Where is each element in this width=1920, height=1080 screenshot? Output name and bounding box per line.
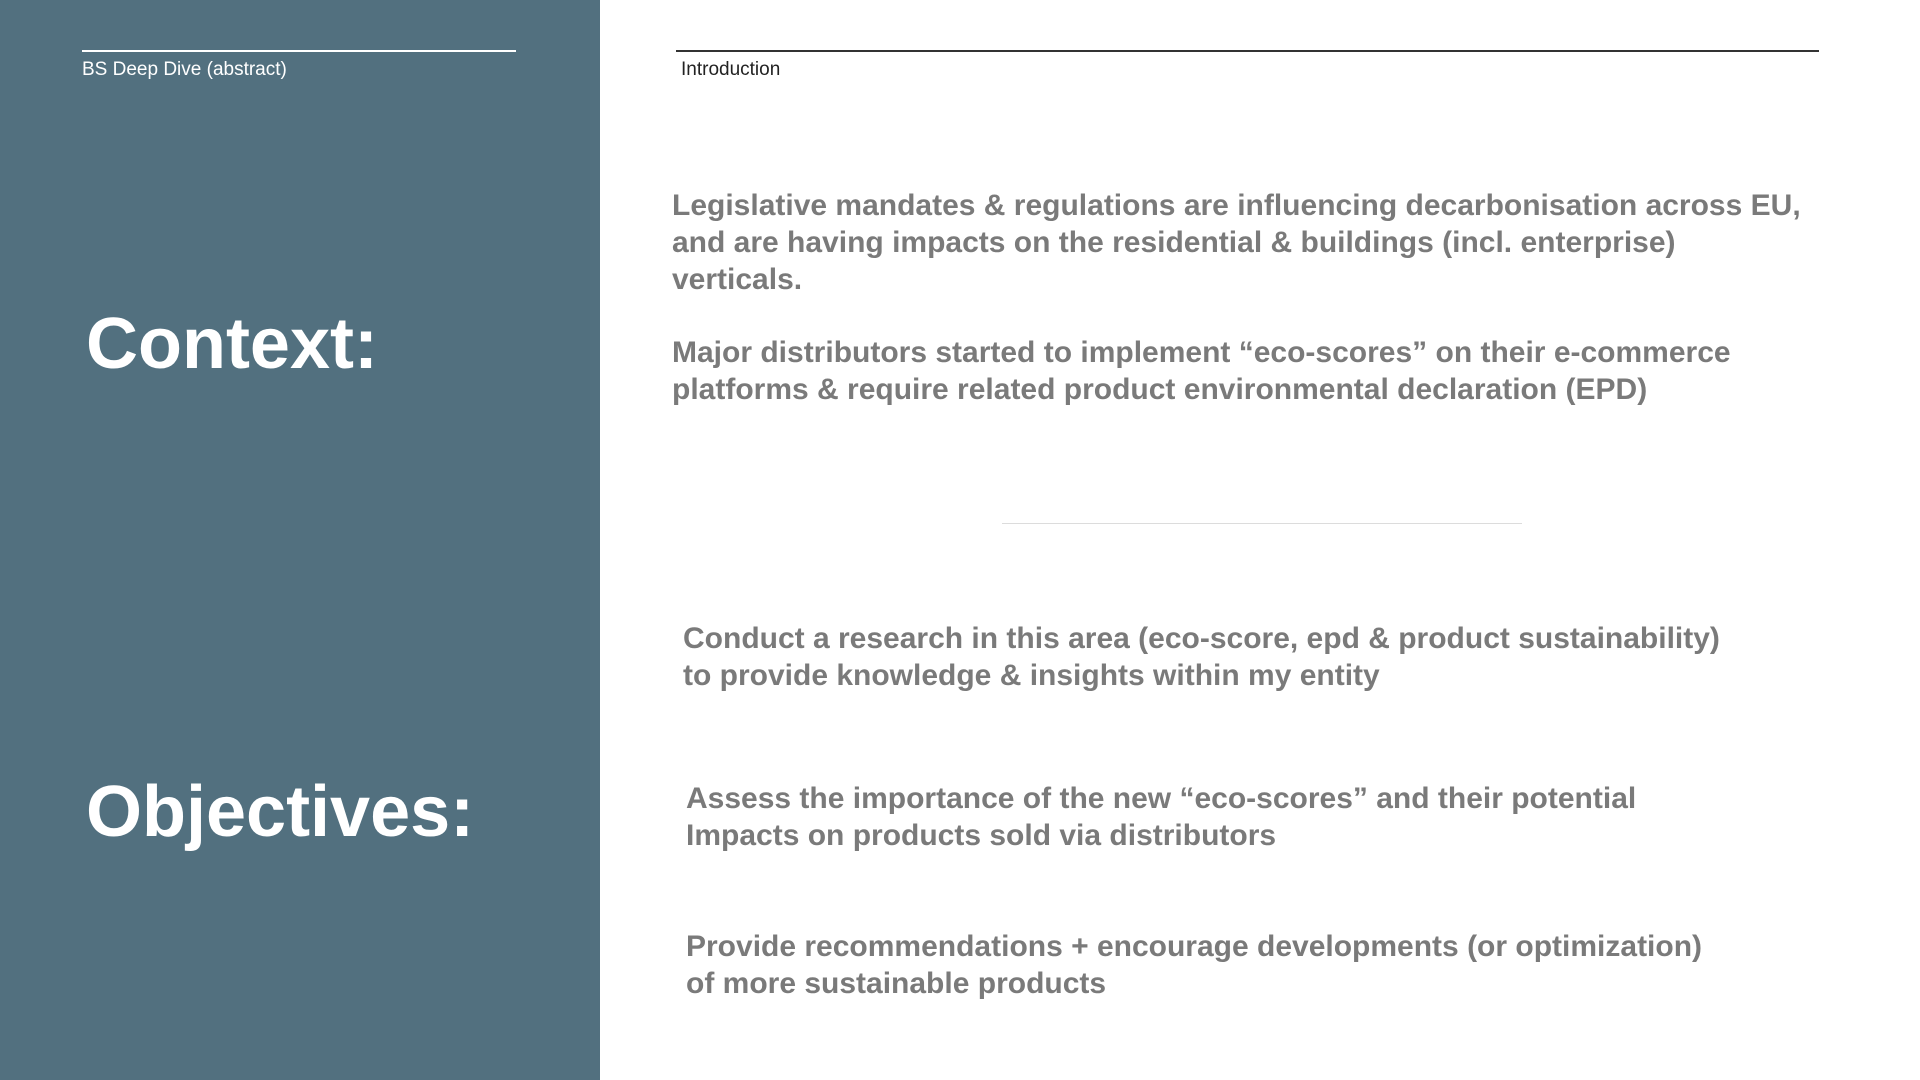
objectives-heading: Objectives: <box>86 772 475 852</box>
paragraph-line: Impacts on products sold via distributors <box>686 819 1277 852</box>
left-panel <box>0 0 600 1080</box>
context-paragraph-legislation <box>672 187 1801 298</box>
context-heading: Context: <box>86 304 378 384</box>
section-rule <box>676 50 1819 52</box>
paragraph-line: platforms & require related product environmental declaration (EPD) <box>672 373 1648 406</box>
section-title: Introduction <box>681 59 781 80</box>
paragraph-line: Assess the importance of the new “eco-scores” and their potential <box>686 782 1637 815</box>
paragraph-line: to provide knowledge & insights within my entity <box>683 659 1380 692</box>
header-rule <box>82 50 516 52</box>
context-paragraph-distributors <box>672 334 1731 408</box>
paragraph-line: and are having impacts on the residential & buildings (incl. enterprise) <box>672 226 1676 259</box>
objective-recommend <box>686 928 1702 1002</box>
section-divider <box>1002 523 1522 524</box>
objective-research <box>683 620 1720 694</box>
paragraph-line: Major distributors started to implement “eco-scores” on their e-commerce <box>672 336 1731 369</box>
paragraph-line: verticals. <box>672 263 803 296</box>
paragraph-line: of more sustainable products <box>686 967 1107 1000</box>
paragraph-line: Legislative mandates & regulations are influencing decarbonisation across EU, <box>672 189 1801 222</box>
objective-assess <box>686 780 1636 854</box>
paragraph-line: Provide recommendations + encourage developments (or optimization) <box>686 930 1703 963</box>
paragraph-line: Conduct a research in this area (eco-score, epd & product sustainability) <box>683 622 1720 655</box>
deck-title: BS Deep Dive (abstract) <box>82 59 287 80</box>
